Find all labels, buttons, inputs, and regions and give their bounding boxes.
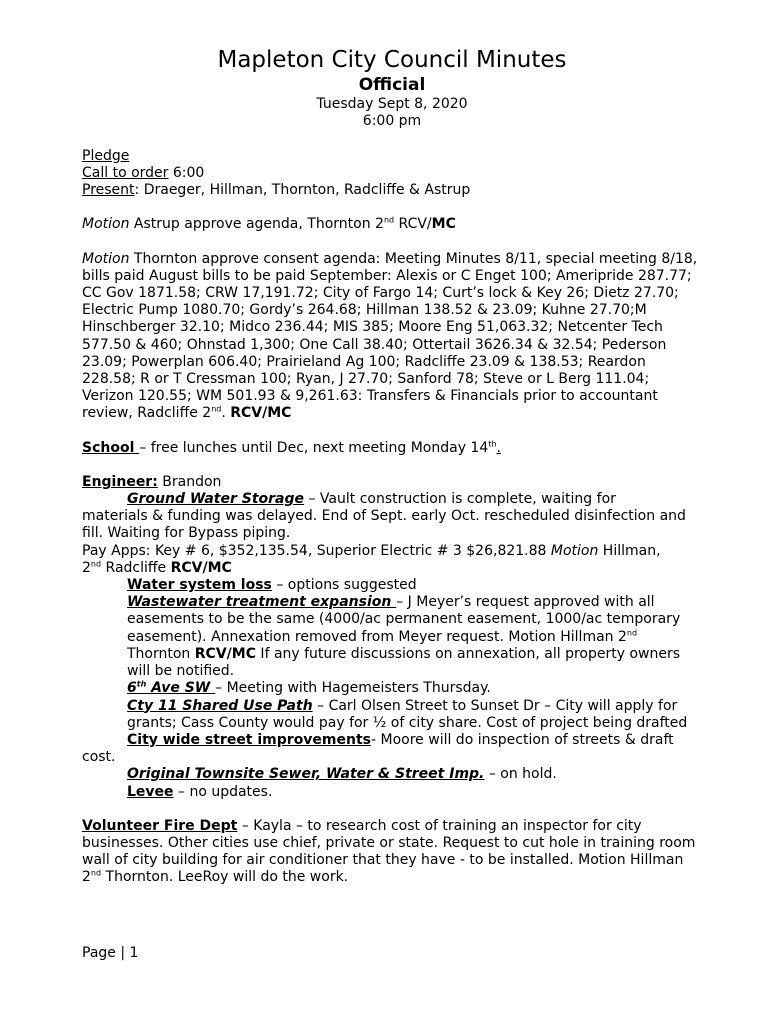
ordinal-suffix: nd <box>626 628 638 638</box>
engineer-label: Engineer: <box>82 473 158 490</box>
city-wide-streets-cont: cost. <box>82 749 116 766</box>
school-text: – free lunches until Dec, next meeting Monday 14 <box>139 439 489 456</box>
motion-result: MC <box>431 216 456 233</box>
ground-water-storage <box>82 491 702 508</box>
ordinal-suffix: th <box>136 679 147 689</box>
official-label: Official <box>358 75 426 95</box>
pay-apps-tail: Hillman, <box>598 542 661 559</box>
school-tail: . <box>496 439 501 456</box>
levee <box>127 784 702 801</box>
ave-num: 6 <box>127 680 137 697</box>
ordinal-suffix: nd <box>383 215 395 225</box>
motion-result: RCV/MC <box>170 559 232 576</box>
sixth-ave-sw <box>127 680 702 697</box>
pledge-line <box>82 148 702 165</box>
motion-word: Motion <box>82 250 130 267</box>
fire-text: – Kayla – to research cost of training an inspector for city businesses. Other cities use chief, private or state. Request to cut hole in training room wall of city building for air conditioner that they have - to be installed. Motion Hillman 2 <box>82 817 696 886</box>
ground-water-storage-cont: materials & funding was delayed. End of Sept. early Oct. rescheduled disinfection and fill. Waiting for Bypass piping. <box>82 508 686 542</box>
meeting-time: 6:00 pm <box>362 113 422 130</box>
gws-text: – Vault construction is complete, waiting for <box>304 491 616 508</box>
fire-dept-item <box>82 818 702 887</box>
cty-text: – Carl Olsen Street to Sunset Dr – City will apply for grants; Cass County would pay for ½ of city share. Cost of project being drafted <box>127 697 688 731</box>
motion-word: Motion <box>82 216 130 233</box>
water-system-loss <box>127 577 702 594</box>
call-to-order-label: Call to order <box>82 165 169 182</box>
wastewater-expansion <box>127 594 702 680</box>
cty-label: Cty 11 Shared Use Path <box>127 697 313 714</box>
document-title: Mapleton City Council Minutes <box>217 47 567 73</box>
cws-text: - Moore will do inspection of streets & draft <box>371 731 674 748</box>
gws-label: Ground Water Storage <box>127 491 305 508</box>
wsl-label: Water system loss <box>127 577 272 594</box>
present-label: Present <box>82 182 135 199</box>
levee-text: – no updates. <box>173 783 273 800</box>
wte-text: – J Meyer’s request approved with all easements to be the same (4000/ac permanent easement, 1000/ac temporary easement). Annexation removed from Meyer request. Motion Hillman 2 <box>127 594 681 645</box>
fire-tail: Thornton. LeeRoy will do the work. <box>101 869 349 886</box>
present-line <box>82 182 702 199</box>
levee-label: Levee <box>127 783 174 800</box>
pay-apps-text: Pay Apps: Key # 6, $352,135.54, Superior Electric # 3 $26,821.88 <box>82 542 551 559</box>
agenda-motion-text: Astrup approve agenda, Thornton 2 <box>129 216 384 233</box>
motion-result: RCV/MC <box>230 405 292 422</box>
consent-motion-text: Thornton approve consent agenda: Meeting Minutes 8/11, special meeting 8/18, bills paid August bills to be paid September: Alexis or C Enget 100; Ameripride 287.77; CC Gov 1871.58; CRW 17,191.72; City of Fargo 14; Curt’s lock & Key 26; Dietz 27.70; Electric Pump 1080.70; Gordy’s 264.68; Hillman 138.52 & 23.09; Kuhne 27.70;M Hinschberger 32.10; Midco 236.44; MIS 385; Moore Eng 51,063.32; Netcenter Tech 577.50 & 460; Ohnstad 1,300; One Call 38.40; Ottertail 3626.34 & 32.54; Pederson 23.09; Powerplan 606.40; Prairieland Ag 100; Radcliffe 23.09 & 138.53; Reardon 228.58; R or T Cressman 100; Ryan, J 27.70; Sanford 78; Steve or L Berg 111.04; Verizon 120.55; WM 501.93 & 9,261.63: Transfers & Financials prior to accountant review, Radcliffe 2 <box>82 250 698 422</box>
meeting-date: Tuesday Sept 8, 2020 <box>316 96 468 112</box>
present-value: : Draeger, Hillman, Thornton, Radcliffe & Astrup <box>134 182 471 199</box>
school-item <box>82 440 702 457</box>
motion-word: Motion <box>550 542 599 559</box>
cty-11-path <box>127 698 702 732</box>
motion-result: RCV/MC <box>194 645 256 662</box>
engineer-subitems-2 <box>82 766 702 800</box>
city-wide-streets <box>127 732 702 749</box>
pay-apps-second: Radcliffe <box>101 559 171 576</box>
agenda-motion <box>82 216 702 233</box>
ordinal-suffix: nd <box>90 559 102 569</box>
wte-text2: Thornton <box>127 645 195 662</box>
consent-motion-tail: . <box>221 405 231 422</box>
ots-label: Original Townsite Sewer, Water & Street Imp. <box>127 766 485 783</box>
school-label: School <box>82 439 140 456</box>
call-to-order-line <box>82 165 702 182</box>
ots-text: – on hold. <box>484 766 557 783</box>
engineer-subitems <box>82 577 702 749</box>
engineer-heading <box>82 474 702 491</box>
ordinal-suffix: th <box>488 439 497 448</box>
ordinal-suffix: nd <box>211 404 222 414</box>
pay-apps-num: 2 <box>82 559 91 576</box>
consent-motion <box>82 251 702 423</box>
wte-text3: If any future discussions on annexation, all property owners will be notified. <box>127 645 681 680</box>
minutes-page <box>82 46 702 887</box>
pledge-label: Pledge <box>82 147 130 164</box>
ave-text: – Meeting with Hagemeisters Thursday. <box>215 680 491 697</box>
wsl-text: – options suggested <box>271 577 417 594</box>
ave-label <box>127 680 215 696</box>
original-townsite <box>127 766 702 783</box>
cws-label: City wide street improvements <box>127 731 372 748</box>
engineer-name: Brandon <box>157 473 222 490</box>
call-to-order-value: 6:00 <box>168 165 205 182</box>
agenda-motion-tail: RCV/ <box>394 216 432 233</box>
page-number: Page | 1 <box>82 945 139 961</box>
pay-apps <box>82 543 702 577</box>
ave-label-text: Ave SW <box>146 680 216 697</box>
wte-label: Wastewater treatment expansion <box>127 594 397 611</box>
fire-label: Volunteer Fire Dept <box>82 817 238 834</box>
ordinal-suffix: nd <box>90 868 102 878</box>
